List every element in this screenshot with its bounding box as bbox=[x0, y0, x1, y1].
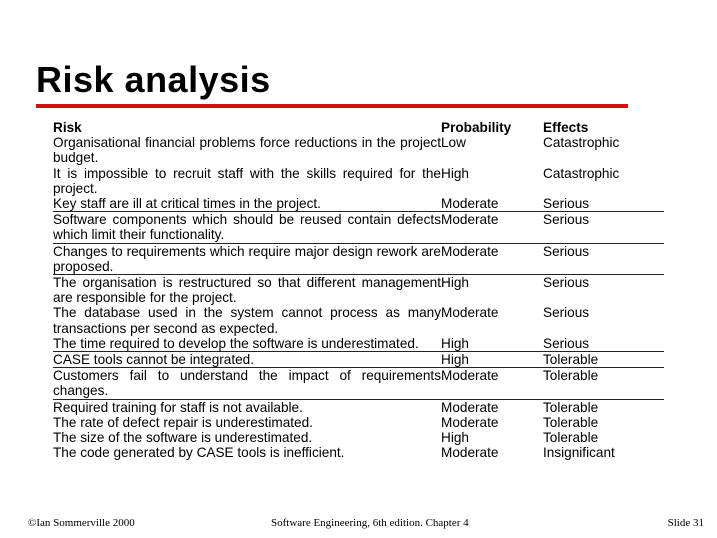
slide-title: Risk analysis bbox=[36, 59, 271, 100]
risk-cell: Key staff are ill at critical times in the project. bbox=[53, 196, 441, 212]
probability-cell: Moderate bbox=[441, 212, 543, 243]
table-row bbox=[53, 212, 664, 243]
effects-cell: Catastrophic bbox=[543, 135, 620, 151]
probability-cell: Moderate bbox=[441, 445, 499, 461]
risk-cell: The size of the software is underestimated. bbox=[53, 430, 313, 446]
risk-cell: The rate of defect repair is underestimated. bbox=[53, 414, 313, 430]
table-row bbox=[53, 305, 664, 335]
probability-cell: Moderate bbox=[441, 243, 543, 274]
probability-cell: High bbox=[441, 165, 469, 181]
probability-cell: High bbox=[441, 430, 469, 446]
effects-cell: Tolerable bbox=[543, 352, 664, 368]
risk-cell: Changes to requirements which require major design rework are proposed. bbox=[53, 243, 441, 274]
effects-cell: Serious bbox=[543, 212, 664, 243]
risk-cell: Customers fail to understand the impact of requirements changes. bbox=[53, 368, 441, 399]
risk-table bbox=[53, 120, 664, 460]
risk-cell: CASE tools cannot be integrated. bbox=[53, 352, 441, 368]
footer-copyright: ©Ian Sommerville 2000 bbox=[28, 517, 135, 529]
effects-cell: Insignificant bbox=[543, 445, 615, 461]
effects-cell: Tolerable bbox=[543, 399, 599, 415]
probability-cell: Low bbox=[441, 135, 466, 151]
risk-cell: The time required to develop the software is underestimated. bbox=[53, 336, 441, 352]
probability-cell: High bbox=[441, 275, 469, 291]
probability-cell: High bbox=[441, 352, 543, 368]
table-row bbox=[53, 196, 664, 212]
table-row bbox=[53, 275, 664, 306]
table-row bbox=[53, 166, 664, 196]
effects-cell: Serious bbox=[543, 336, 664, 352]
effects-cell: Serious bbox=[543, 243, 664, 274]
effects-cell: Tolerable bbox=[543, 368, 664, 399]
table-row bbox=[53, 336, 664, 352]
effects-cell: Serious bbox=[543, 275, 590, 291]
risk-cell: Required training for staff is not available. bbox=[53, 399, 303, 415]
header-risk: Risk bbox=[53, 120, 82, 135]
risk-cell: The code generated by CASE tools is inefficient. bbox=[53, 445, 345, 461]
probability-cell: Moderate bbox=[441, 368, 543, 399]
effects-cell: Serious bbox=[543, 305, 590, 321]
table-row bbox=[53, 135, 664, 165]
footer-course: Software Engineering, 6th edition. Chapter 4 bbox=[271, 517, 469, 529]
probability-cell: Moderate bbox=[441, 305, 499, 321]
probability-cell: Moderate bbox=[441, 414, 499, 430]
probability-cell: Moderate bbox=[441, 399, 499, 415]
effects-cell: Catastrophic bbox=[543, 165, 620, 181]
table-header-row bbox=[53, 120, 664, 135]
risk-cell: The organisation is restructured so that different management are responsible for the project. bbox=[53, 275, 441, 306]
risk-cell: Organisational financial problems force reductions in the project budget. bbox=[53, 135, 441, 166]
table-row bbox=[53, 445, 664, 460]
effects-cell: Tolerable bbox=[543, 414, 599, 430]
probability-cell: Moderate bbox=[441, 196, 543, 212]
table-row bbox=[53, 415, 664, 430]
probability-cell: High bbox=[441, 336, 543, 352]
table-row bbox=[53, 243, 664, 274]
header-probability: Probability bbox=[441, 120, 512, 135]
risk-cell: Software components which should be reused contain defects which limit their functionality. bbox=[53, 212, 441, 243]
title-underline bbox=[36, 104, 628, 108]
table-row bbox=[53, 430, 664, 445]
risk-cell: It is impossible to recruit staff with the skills required for the project. bbox=[53, 165, 441, 196]
effects-cell: Tolerable bbox=[543, 430, 599, 446]
effects-cell: Serious bbox=[543, 196, 664, 212]
table-row bbox=[53, 352, 664, 368]
table-row bbox=[53, 368, 664, 399]
header-effects: Effects bbox=[543, 120, 589, 135]
table-row bbox=[53, 399, 664, 415]
risk-cell: The database used in the system cannot process as many transactions per second as expected. bbox=[53, 305, 441, 336]
footer-slide-number: Slide 31 bbox=[667, 517, 704, 529]
